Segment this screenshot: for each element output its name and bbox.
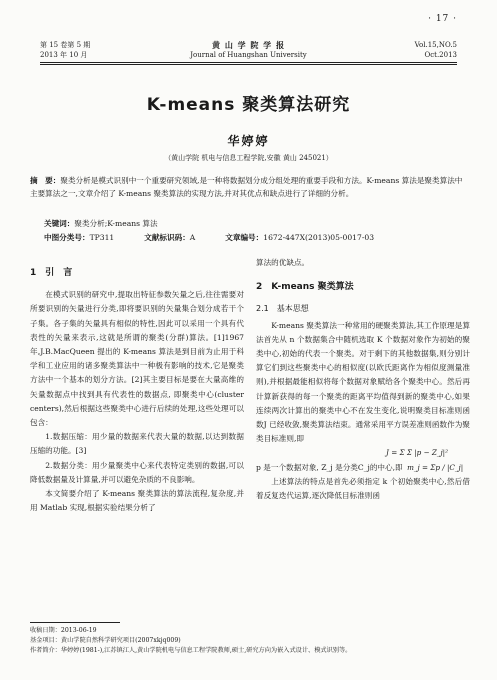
- keywords-text: 聚类分析;K-means 算法: [74, 219, 158, 228]
- paragraph: 本文简要介绍了 K-means 聚类算法的算法流程,复杂度,并用 Matlab 实现,根据实验结果分析了: [30, 489, 244, 513]
- paragraph: 在模式识别的研究中,提取出特征参数矢量之后,往往需要对所要识别的矢量进行分类,即将要识别的矢量集合划分成若干个子集。各子集的矢量具有相似的特性,因此可以采用一个具有代表性的矢量来表示,这就是所谓的聚类(分群)算法。[1]1967年,J.B.MacQueen 提出的 K-means 算法是到目前为止用于科学和工业应用的诸多聚类算法中一种极有影响的技术,它是聚类方法中一个基本的划分方法。[2]其主要目标是要在大量高维的矢量数据点中找到具有代表性的数据点, 即聚类中心(cluster centers),然后根据这些聚类中心进行后续的处理,这些处理可以包含：: [30, 290, 244, 428]
- header-volume: 第 15 卷第 5 期: [40, 41, 91, 49]
- formula-center: m_j = Σp / |C_j|: [407, 462, 464, 472]
- doc-code: [144, 232, 195, 243]
- formula-text: p 是一个数据对象, Z_j 是分类C_j的中心,即: [256, 462, 403, 472]
- paragraph: 算法的优缺点。: [256, 258, 310, 267]
- abstract: [30, 175, 468, 200]
- art-value: 1672-447X(2013)05-0017-03: [263, 233, 375, 242]
- paragraph: 1.数据压缩：用少量的数据来代表大量的数据,以达到数据压缩的功能。[3]: [30, 432, 244, 456]
- footnote-received: 收稿日期：2013-06-19: [30, 627, 97, 634]
- header-date: 2013 年 10 月: [40, 51, 88, 59]
- classification-line: [44, 232, 464, 243]
- header-rule: [40, 62, 457, 63]
- formula-block: [256, 446, 470, 460]
- subsection-heading: 2.1 基本思想: [256, 304, 309, 314]
- page-number: · 17 ·: [428, 14, 457, 24]
- left-column: [30, 256, 244, 515]
- clc-number: [44, 232, 114, 243]
- header-volume-en: [415, 40, 457, 60]
- doc-label: 文献标识码：: [144, 233, 190, 242]
- paragraph: 2.数据分类：用少量聚类中心来代表特定类别的数据,可以降低数据量及计算量,并可以避免杂质的不良影响。: [30, 460, 244, 484]
- paper-title: K-means 聚类算法研究: [146, 95, 351, 115]
- section-heading-intro: 1 引 言: [30, 268, 73, 278]
- footnote-author: 作者简介：华婷婷(1981-),江苏镇江人,黄山学院机电与信息工程学院教师,硕士,研究方向为嵌入式设计、模式识别等。: [30, 647, 352, 654]
- keywords-label: 关键词：: [44, 219, 75, 228]
- footnote-fund: 基金项目：黄山学院自然科学研究项目(2007xkjq009): [30, 637, 181, 644]
- affiliation: （黄山学院 机电与信息工程学院,安徽 黄山 245021）: [164, 154, 333, 162]
- art-label: 文章编号：: [225, 233, 264, 242]
- keywords: [44, 218, 158, 229]
- header-rule-thin: [40, 64, 457, 65]
- right-column: [256, 256, 470, 503]
- paragraph: [256, 461, 470, 475]
- paragraph: K-means 聚类算法一种常用的硬聚类算法,其工作原理是算法首先从 n 个数据集合中随机选取 K 个数据对象作为初始的聚类中心,初始的代表一个聚类。对于剩下的其他数据集,则分别计算它们到这些聚类中心的相似度(以欧氏距离作为相似度测量准则),并根据最能相似将每个数据对象赋给各个聚类中心。然后再计算新获得的每一个聚类的距离平均值得到新的聚类中心,如果连续两次计算出的聚类中心不在发生变化,说明聚类目标准则函数J 已经收敛,聚类算法结束。通常采用平方误差准则函数作为聚类目标准则,即: [256, 320, 470, 444]
- header-date-en: Oct.2013: [424, 51, 457, 59]
- journal-name-en: Journal of Huangshan University: [190, 51, 307, 59]
- header-vol-en: Vol.15,NO.5: [414, 41, 457, 49]
- article-number: [225, 232, 374, 243]
- formula-objective: J = Σ Σ |p − Z_j|²: [386, 448, 448, 458]
- clc-label: 中图分类号：: [44, 233, 90, 242]
- section-heading-kmeans: 2 K-means 聚类算法: [256, 282, 354, 293]
- author-name: 华婷婷: [227, 134, 270, 148]
- footnote-rule: [30, 622, 120, 623]
- clc-value: TP311: [89, 233, 115, 242]
- journal-name-cn: 黄 山 学 院 学 报: [212, 40, 285, 50]
- abstract-text: 聚类分析是模式识别中一个重要研究领域,是一种将数据划分成分组处理的重要手段和方法。K-means 算法是聚类算法中主要算法之一,文章介绍了 K-means 聚类算法的实现方法,并对其优点和缺点进行了详细的分析。: [30, 176, 463, 198]
- abstract-label: 摘 要：: [30, 176, 61, 185]
- doc-value: A: [189, 233, 196, 242]
- paragraph: 上述算法的特点是首先必须指定 k 个初始聚类中心,然后借着反复迭代运算,逐次降低目标准则函: [256, 476, 470, 501]
